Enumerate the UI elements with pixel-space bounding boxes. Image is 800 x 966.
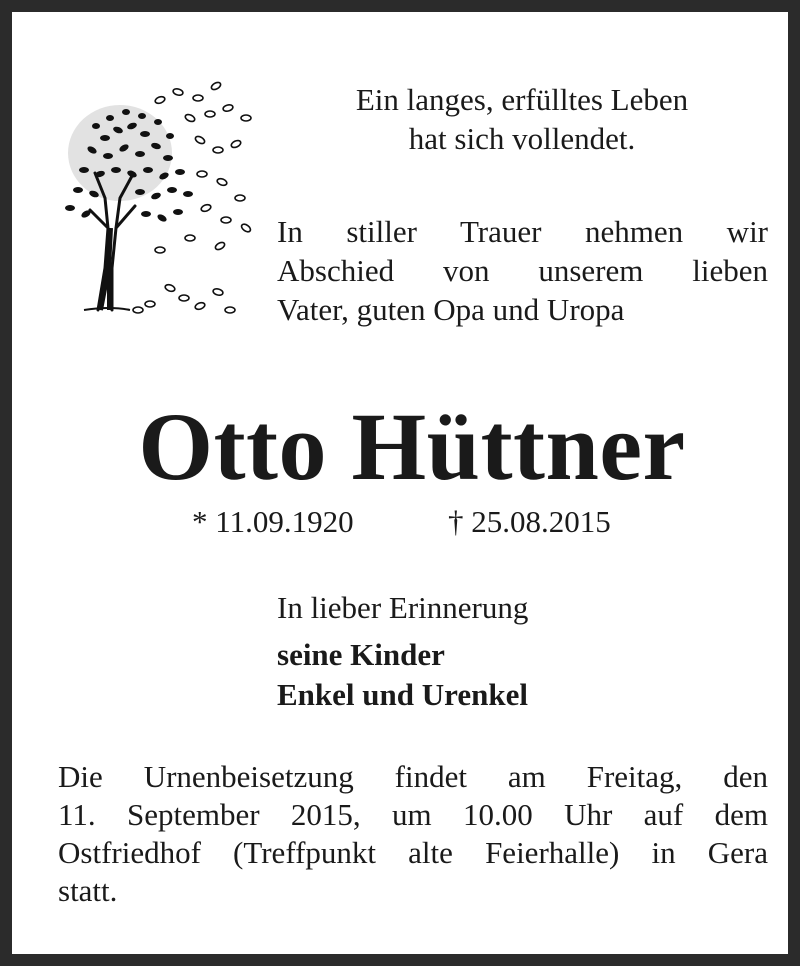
memory-line: In lieber Erinnerung bbox=[277, 590, 529, 625]
burial-notice bbox=[58, 758, 768, 910]
intro-line-2: hat sich vollendet. bbox=[408, 121, 636, 156]
intro-quote bbox=[282, 80, 762, 158]
signers bbox=[277, 635, 528, 715]
signers-line-2: Enkel und Urenkel bbox=[277, 677, 528, 712]
intro-line-1: Ein langes, erfülltes Leben bbox=[355, 82, 689, 117]
mourning-line-3: Vater, guten Opa und Uropa bbox=[277, 292, 625, 327]
notice-line-4: statt. bbox=[58, 873, 118, 908]
mourning-line-1: In stiller Trauer nehmen wir bbox=[277, 214, 768, 249]
death-date: † 25.08.2015 bbox=[448, 504, 611, 539]
deceased-name: Otto Hüttner bbox=[138, 393, 686, 500]
notice-line-2: 11. September 2015, um 10.00 Uhr auf dem bbox=[58, 797, 768, 832]
notice-line-3: Ostfriedhof (Treffpunkt alte Feierhalle) in Gera bbox=[58, 835, 768, 870]
tree-with-blowing-leaves-icon bbox=[50, 78, 255, 323]
signers-line-1: seine Kinder bbox=[277, 637, 445, 672]
notice-line-1: Die Urnenbeisetzung findet am Freitag, den bbox=[58, 759, 768, 794]
mourning-text bbox=[277, 212, 768, 329]
mourning-line-2: Abschied von unserem lieben bbox=[277, 253, 768, 288]
birth-date: * 11.09.1920 bbox=[192, 504, 354, 539]
